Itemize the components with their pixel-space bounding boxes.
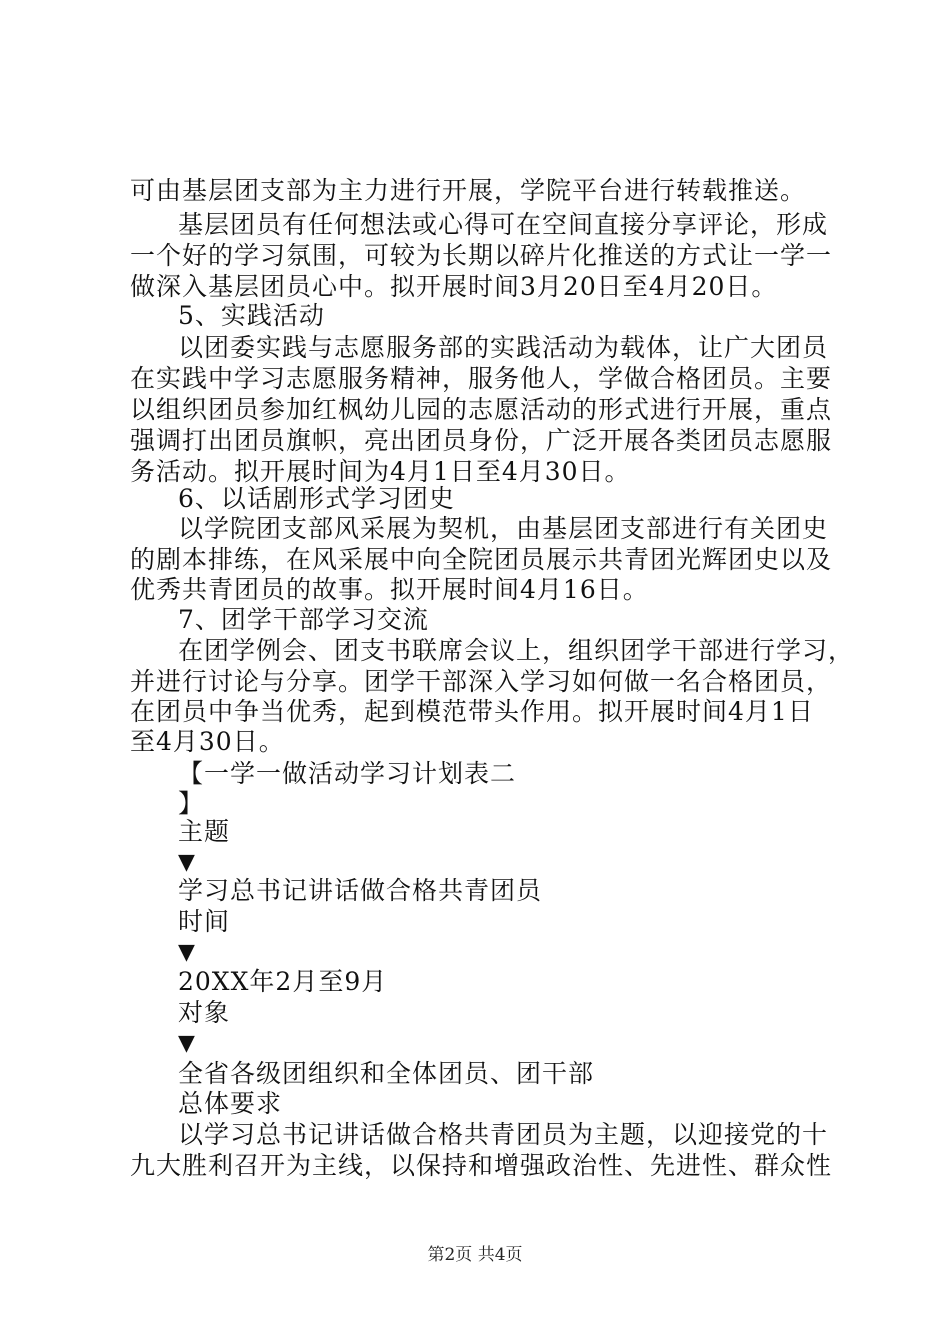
body-text-line: 在团学例会、团支书联席会议上，组织团学干部进行学习， <box>178 636 855 665</box>
body-text-line: 以团委实践与志愿服务部的实践活动为载体，让广大团员 <box>178 333 829 362</box>
body-text-line: 以学习总书记讲话做合格共青团员为主题，以迎接党的十 <box>178 1120 829 1149</box>
body-text-line: 九大胜利召开为主线，以保持和增强政治性、先进性、群众性 <box>130 1151 833 1180</box>
body-text-line: 可由基层团支部为主力进行开展，学院平台进行转载推送。 <box>130 176 807 205</box>
down-triangle-icon: ▼ <box>178 1031 196 1056</box>
table-field-label: 总体要求 <box>178 1089 283 1118</box>
body-text-line: 优秀共青团员的故事。拟开展时间4月16日。 <box>130 575 649 604</box>
body-text-line: 在团员中争当优秀，起到模范带头作用。拟开展时间4月1日 <box>130 697 814 726</box>
section-heading: 5、实践活动 <box>178 301 325 330</box>
down-triangle-icon: ▼ <box>178 850 196 875</box>
table-title: 【一学一做活动学习计划表二 <box>178 759 517 788</box>
section-heading: 7、团学干部学习交流 <box>178 605 429 634</box>
body-text-line: 强调打出团员旗帜，亮出团员身份，广泛开展各类团员志愿服 <box>130 426 833 455</box>
down-triangle-icon: ▼ <box>178 940 196 965</box>
table-field-value: 学习总书记讲话做合格共青团员 <box>178 876 543 905</box>
page-number-footer: 第2页 共4页 <box>427 1245 523 1265</box>
body-text-line: 基层团员有任何想法或心得可在空间直接分享评论，形成 <box>178 210 829 239</box>
body-text-line: 并进行讨论与分享。团学干部深入学习如何做一名合格团员， <box>130 667 833 696</box>
body-text-line: 以组织团员参加红枫幼儿园的志愿活动的形式进行开展，重点 <box>130 395 833 424</box>
table-field-value: 全省各级团组织和全体团员、团干部 <box>178 1059 595 1088</box>
body-text-line: 一个好的学习氛围，可较为长期以碎片化推送的方式让一学一 <box>130 241 833 270</box>
table-field-label: 主题 <box>178 817 231 846</box>
table-field-value: 20XX年2月至9月 <box>178 967 388 996</box>
body-text-line: 的剧本排练，在风采展中向全院团员展示共青团光辉团史以及 <box>130 545 833 574</box>
body-text-line: 务活动。拟开展时间为4月1日至4月30日。 <box>130 457 631 486</box>
table-field-label: 时间 <box>178 907 231 936</box>
table-title-bracket: 】 <box>178 789 205 818</box>
body-text-line: 做深入基层团员心中。拟开展时间3月20日至4月20日。 <box>130 272 778 301</box>
table-field-label: 对象 <box>178 998 231 1027</box>
body-text-line: 在实践中学习志愿服务精神，服务他人，学做合格团员。主要 <box>130 364 833 393</box>
body-text-line: 至4月30日。 <box>130 727 285 756</box>
body-text-line: 以学院团支部风采展为契机，由基层团支部进行有关团史 <box>178 514 829 543</box>
section-heading: 6、以话剧形式学习团史 <box>178 484 455 513</box>
